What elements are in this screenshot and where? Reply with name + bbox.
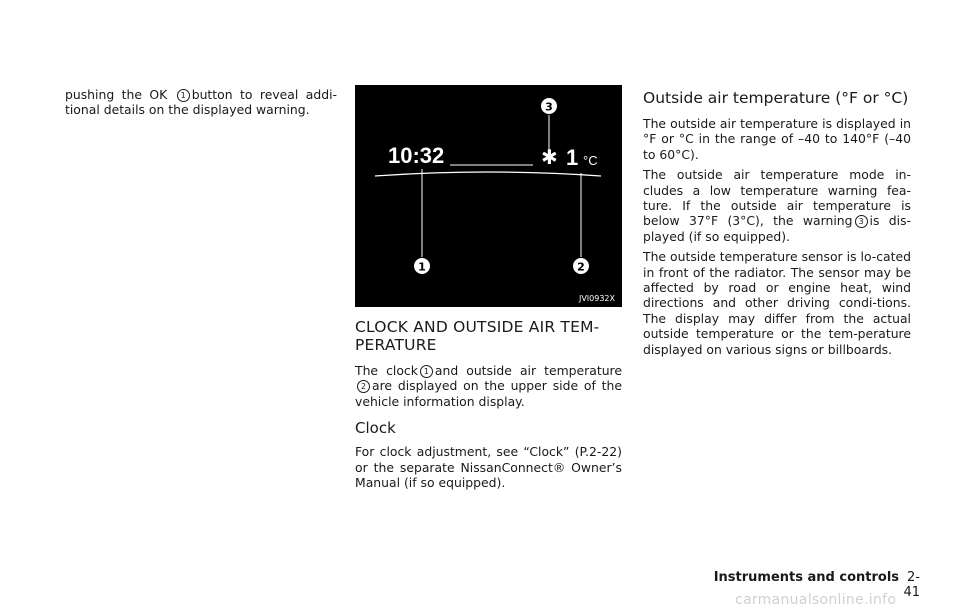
page-number: 2-41 (903, 570, 920, 600)
callout-1-icon: 1 (420, 365, 433, 378)
clock-subheading: Clock (355, 419, 396, 438)
sensor-paragraph: The outside temperature sensor is lo-cated in front of the radiator. The sensor may be affected by road or engine heat, wind directions and other driving condi-tions. The display may differ from the actual outside temperature or the tem-perature displayed on various signs or billboards. (643, 249, 911, 357)
callout-2-icon: 2 (357, 380, 370, 393)
temperature-unit: °C (583, 153, 598, 168)
callout-3-label: 3 (545, 100, 553, 114)
snowflake-icon: ✱ (541, 145, 558, 169)
callout-1-icon: 1 (177, 89, 190, 102)
clock-intro-paragraph: The clock 1 and outside air temperature 2 are displayed on the upper side of the vehicle information display. (355, 363, 622, 409)
column-middle (355, 318, 622, 490)
clock-time: 10:32 (388, 143, 445, 168)
temperature-value: 1 (566, 145, 579, 170)
display-illustration (355, 85, 622, 307)
section-name: Instruments and controls (713, 570, 900, 585)
temperature-heading: Outside air temperature (°F or °C) (643, 89, 909, 107)
temperature-range-paragraph: The outside air temperature is displayed in °F or °C in the range of –40 to 140°F (–40 to 60°C). (643, 116, 911, 162)
callout-1-label: 1 (418, 260, 426, 274)
clock-temperature-figure (355, 85, 622, 307)
callout-3-icon: 3 (855, 215, 868, 228)
intro-paragraph: pushing the OK 1 button to reveal addi-tional details on the displayed warning. (65, 87, 338, 118)
column-right (643, 89, 911, 357)
display-arc (375, 172, 601, 176)
watermark: carmanualsonline.info (735, 592, 897, 608)
callout-2-label: 2 (577, 260, 585, 274)
clock-paragraph: For clock adjustment, see “Clock” (P.2-22) or the separate NissanConnect® Owner’s Manual (if so equipped). (355, 444, 622, 491)
figure-code: JVI0932X (578, 294, 615, 303)
column-left (65, 87, 337, 118)
section-heading: CLOCK AND OUTSIDE AIR TEM-PERATURE (355, 318, 600, 354)
low-temp-warning-paragraph: The outside air temperature mode in-cludes a low temperature warning fea-ture. If the outside air temperature is below 37°F (3°C), the warning 3 is dis-played (if so equipped). (643, 167, 911, 244)
